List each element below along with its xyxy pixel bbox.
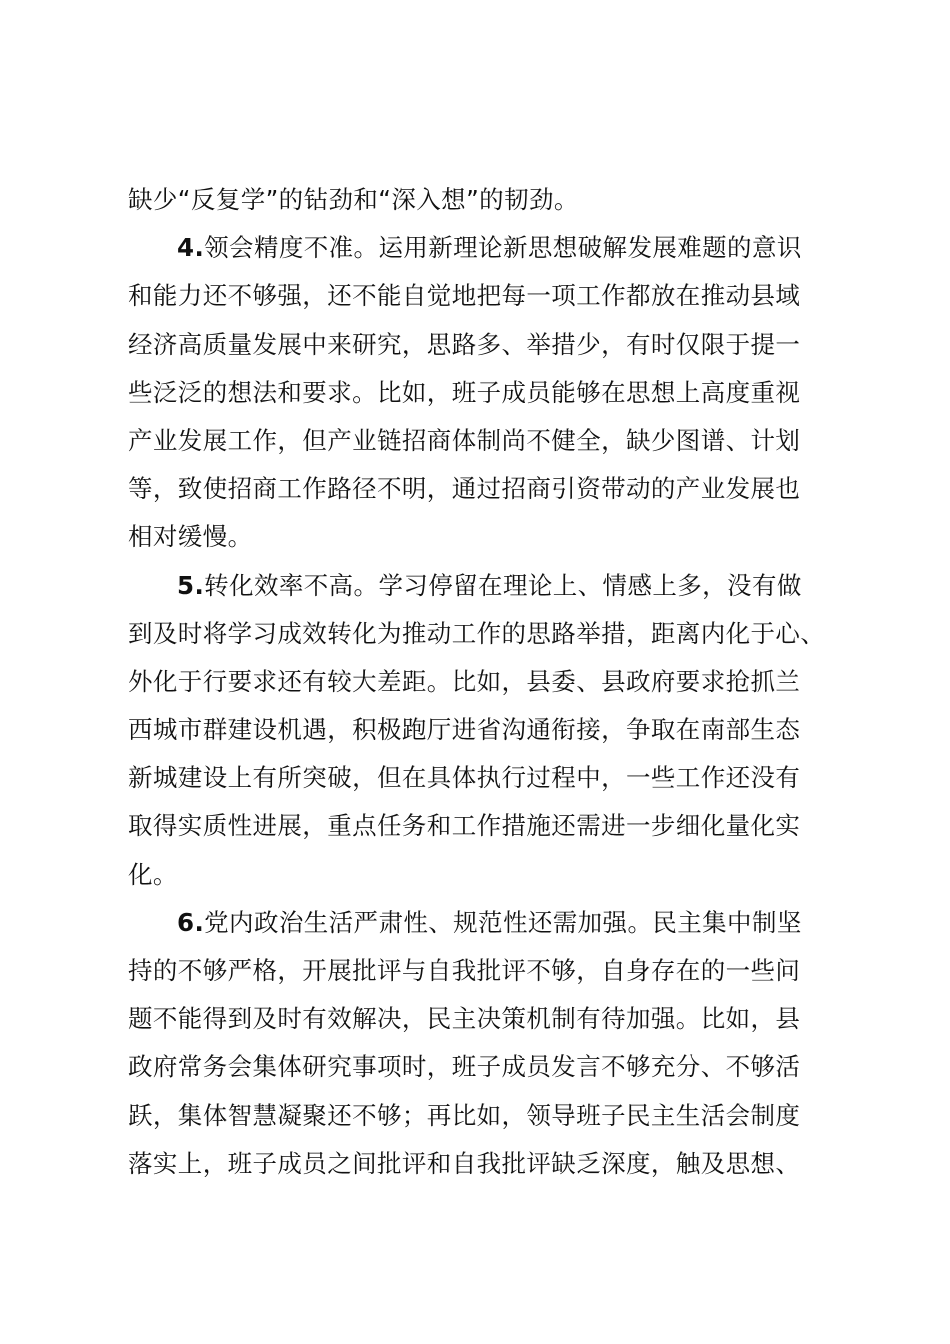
paragraph-4-heading-text: 领会精度不准。运用新理论新思想破解发展难题的意识 — [204, 233, 802, 263]
document-body — [128, 176, 838, 1188]
item-number: 5. — [177, 570, 205, 600]
text-line: 些泛泛的想法和要求。比如，班子成员能够在思想上高度重视 — [128, 377, 801, 407]
paragraph-4-first-line — [128, 224, 838, 272]
text-line: 外化于行要求还有较大差距。比如，县委、县政府要求抢抓兰 — [128, 666, 801, 696]
text-line: 新城建设上有所突破，但在具体执行过程中，一些工作还没有 — [128, 763, 801, 793]
text-line: 西城市群建设机遇，积极跑厅进省沟通衔接，争取在南部生态 — [128, 715, 801, 745]
text-line: 经济高质量发展中来研究，思路多、举措少，有时仅限于提一 — [128, 329, 801, 359]
paragraph-6-first-line — [128, 899, 838, 947]
paragraph-5-heading-text: 转化效率不高。学习停留在理论上、情感上多，没有做 — [204, 570, 802, 600]
text-line: 和能力还不够强，还不能自觉地把每一项工作都放在推动县域 — [128, 281, 801, 311]
text-line: 持的不够严格，开展批评与自我批评不够，自身存在的一些问 — [128, 956, 801, 985]
item-number: 4. — [177, 233, 205, 263]
paragraph-6-heading-text: 党内政治生活严肃性、规范性还需加强。民主集中制坚 — [204, 907, 802, 937]
paragraph-5-first-line — [128, 562, 838, 610]
text-line: 到及时将学习成效转化为推动工作的思路举措，距离内化于心、 — [128, 618, 826, 648]
text-line: 取得实质性进展，重点任务和工作措施还需进一步细化量化实 — [128, 811, 801, 841]
text-line: 落实上，班子成员之间批评和自我批评缺乏深度，触及思想、 — [128, 1148, 801, 1178]
text-line: 化。 — [128, 859, 178, 889]
text-line: 等，致使招商工作路径不明，通过招商引资带动的产业发展也 — [128, 474, 801, 504]
item-number: 6. — [177, 907, 205, 937]
text-line: 产业发展工作，但产业链招商体制尚不健全，缺少图谱、计划 — [128, 425, 801, 455]
text-line: 政府常务会集体研究事项时，班子成员发言不够充分、不够活 — [128, 1052, 801, 1082]
text-line: 跃，集体智慧凝聚还不够；再比如，领导班子民主生活会制度 — [128, 1100, 801, 1130]
text-line: 缺少“反复学”的钻劲和“深入想”的韧劲。 — [128, 185, 579, 214]
text-line: 题不能得到及时有效解决，民主决策机制有待加强。比如，县 — [128, 1004, 801, 1034]
text-line: 相对缓慢。 — [128, 522, 253, 552]
